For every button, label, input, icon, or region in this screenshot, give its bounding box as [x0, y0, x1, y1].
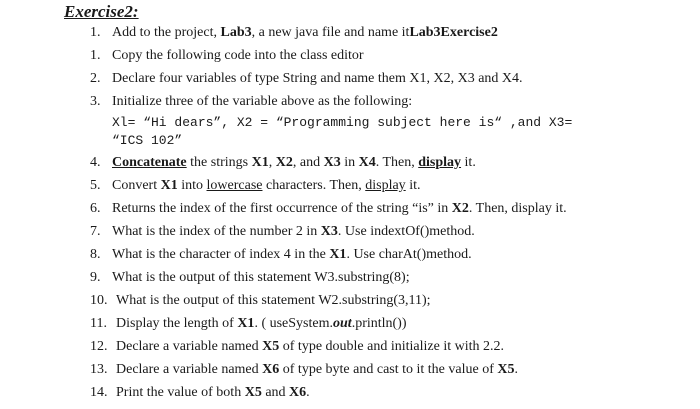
- code-line: Xl= “Hi dears”, X2 = “Programming subject here is“ ,and X3=: [112, 115, 573, 130]
- exercise-heading: Exercise2:: [64, 2, 139, 21]
- item-number: 3.: [90, 94, 101, 109]
- item-number: 1.: [90, 48, 101, 63]
- list-item: 12. Declare a variable named X5 of type double and initialize it with 2.2.: [90, 339, 504, 354]
- list-item: 13. Declare a variable named X6 of type byte and cast to it the value of X5.: [90, 362, 518, 377]
- item-number: 5.: [90, 178, 101, 193]
- list-item: 10. What is the output of this statement W2.substring(3,11);: [90, 293, 431, 308]
- code-line: “ICS 102”: [112, 133, 183, 148]
- list-item: 7. What is the index of the number 2 in X3. Use indextOf()method.: [90, 224, 475, 239]
- list-item: 11. Display the length of X1. ( useSystem.out.println()): [90, 316, 407, 331]
- item-number: 8.: [90, 247, 101, 262]
- list-item: 14. Print the value of both X5 and X6.: [90, 385, 310, 400]
- list-item: 2. Declare four variables of type String and name them X1, X2, X3 and X4.: [90, 71, 523, 86]
- item-number: 9.: [90, 270, 101, 285]
- item-number: 13.: [90, 362, 108, 377]
- list-item: 1. Add to the project, Lab3, a new java file and name itLab3Exercise2: [90, 25, 498, 40]
- list-item: 6. Returns the index of the first occurrence of the string “is” in X2. Then, display it.: [90, 201, 567, 216]
- item-number: 2.: [90, 71, 101, 86]
- item-number: 4.: [90, 155, 101, 170]
- item-number: 7.: [90, 224, 101, 239]
- list-item: 4. Concatenate the strings X1, X2, and X3 in X4. Then, display it.: [90, 155, 476, 170]
- list-item: 9. What is the output of this statement W3.substring(8);: [90, 270, 410, 285]
- list-item: 1. Copy the following code into the class editor: [90, 48, 364, 63]
- list-item: 3. Initialize three of the variable above as the following:: [90, 94, 413, 109]
- item-number: 1.: [90, 25, 101, 40]
- list-item: 8. What is the character of index 4 in the X1. Use charAt()method.: [90, 247, 472, 262]
- list-item: 5. Convert X1 into lowercase characters. Then, display it.: [90, 178, 421, 193]
- item-number: 12.: [90, 339, 108, 354]
- item-number: 6.: [90, 201, 101, 216]
- item-number: 11.: [90, 316, 107, 331]
- item-number: 14.: [90, 385, 108, 400]
- item-number: 10.: [90, 293, 108, 308]
